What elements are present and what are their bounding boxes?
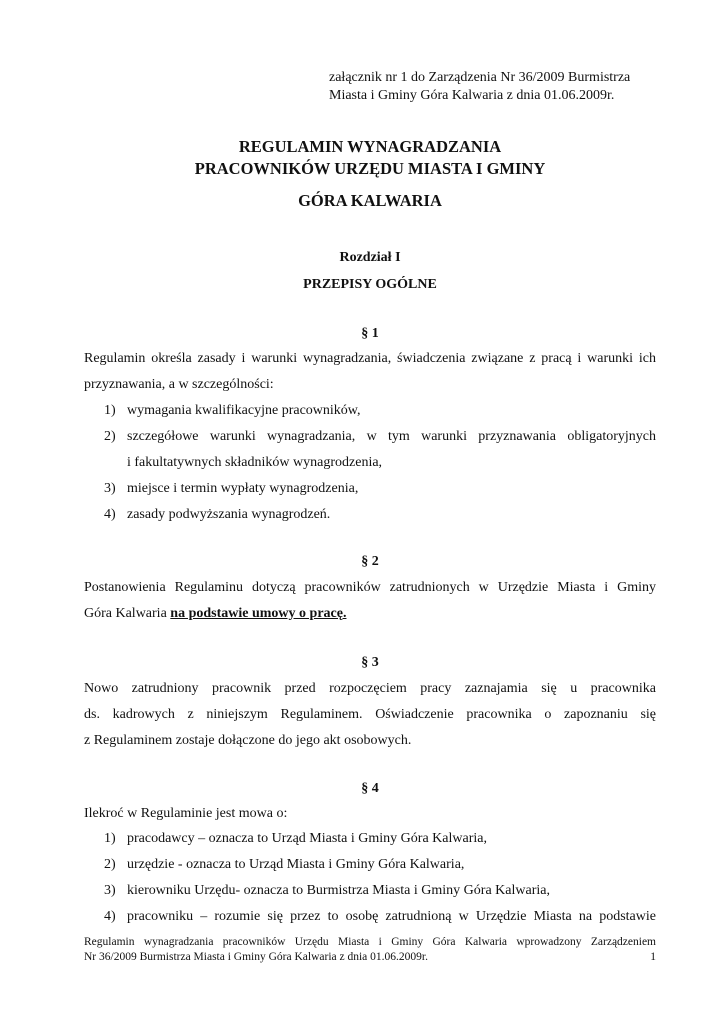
section-3-heading: § 3 (361, 655, 379, 670)
item-number: 3) (104, 481, 116, 496)
annex-note (329, 69, 669, 105)
chapter-name: PRZEPISY OGÓLNE (303, 277, 437, 292)
page-number: 1 (650, 951, 656, 963)
section-4-item-2 (104, 852, 656, 878)
section-1-heading: § 1 (361, 326, 379, 341)
section-1-item-2 (104, 424, 656, 476)
item-text: kierowniku Urzędu- oznacza to Burmistrza Miasta i Gminy Góra Kalwaria, (127, 883, 550, 898)
item-number: 1) (104, 831, 116, 846)
section-1-item-1 (104, 398, 656, 424)
item-text: miejsce i termin wypłaty wynagrodzenia, (127, 481, 359, 496)
item-number: 1) (104, 403, 116, 418)
title-line-1: REGULAMIN WYNAGRADZANIA (238, 137, 502, 156)
section-4-heading: § 4 (361, 781, 379, 796)
item-text-line-1: szczegółowe warunki wynagradzania, w tym warunki przyznawania obligatoryjnych (127, 429, 656, 444)
item-number: 2) (104, 857, 116, 872)
chapter-label: Rozdział I (339, 250, 401, 265)
item-text: pracowniku – rozumie się przez to osobę zatrudnioną w Urzędzie Miasta na podstawie (127, 909, 656, 924)
section-4-intro: Ilekroć w Regulaminie jest mowa o: (84, 806, 288, 821)
section-1-intro-line-2: przyznawania, a w szczególności: (84, 377, 274, 392)
section-1-item-4 (104, 502, 656, 528)
item-number: 3) (104, 883, 116, 898)
section-3-line-1: Nowo zatrudniony pracownik przed rozpoczęciem pracy zaznajamia się u pracownika (84, 681, 656, 696)
footer-line-2-row (84, 950, 656, 965)
item-number: 4) (104, 507, 116, 522)
title-line-3: GÓRA KALWARIA (298, 191, 442, 210)
section-4-item-1 (104, 826, 656, 852)
item-text: pracodawcy – oznacza to Urząd Miasta i Gminy Góra Kalwaria, (127, 831, 487, 846)
item-number: 2) (104, 429, 116, 444)
section-2-line-2-prefix: Góra Kalwaria (84, 606, 171, 621)
item-text-line-2: i fakultatywnych składników wynagrodzenia, (127, 455, 383, 470)
section-2-line-2 (84, 601, 656, 627)
section-4-item-3 (104, 878, 656, 904)
section-2-line-1: Postanowienia Regulaminu dotyczą pracowników zatrudnionych w Urzędzie Miasta i Gminy (84, 580, 656, 595)
section-1-intro-line-1: Regulamin określa zasady i warunki wynagradzania, świadczenia związane z pracą i warunki ich (84, 351, 656, 366)
section-2-heading: § 2 (361, 554, 379, 569)
section-3-line-3: z Regulaminem zostaje dołączone do jego akt osobowych. (84, 733, 412, 748)
footer-line-2: Nr 36/2009 Burmistrza Miasta i Gminy Góra Kalwaria z dnia 01.06.2009r. (84, 951, 428, 963)
title-line-2: PRACOWNIKÓW URZĘDU MIASTA I GMINY (194, 159, 546, 178)
section-4-item-4 (104, 904, 656, 930)
section-1-item-3 (104, 476, 656, 502)
item-text: urzędzie - oznacza to Urząd Miasta i Gminy Góra Kalwaria, (127, 857, 465, 872)
section-2-emphasis: na podstawie umowy o pracę. (170, 606, 347, 621)
page-footer (84, 935, 656, 965)
item-text: zasady podwyższania wynagrodzeń. (127, 507, 331, 522)
item-number: 4) (104, 909, 116, 924)
annex-line-2: Miasta i Gminy Góra Kalwaria z dnia 01.06.2009r. (329, 88, 615, 103)
section-3-line-2: ds. kadrowych z niniejszym Regulaminem. Oświadczenie pracownika o zapoznaniu się (84, 707, 656, 722)
item-text: wymagania kwalifikacyjne pracowników, (127, 403, 361, 418)
annex-line-1: załącznik nr 1 do Zarządzenia Nr 36/2009 Burmistrza (329, 70, 631, 85)
footer-line-1: Regulamin wynagradzania pracowników Urzędu Miasta i Gminy Góra Kalwaria wprowadzony Zarządzeniem (84, 936, 656, 948)
document-title (84, 136, 656, 180)
